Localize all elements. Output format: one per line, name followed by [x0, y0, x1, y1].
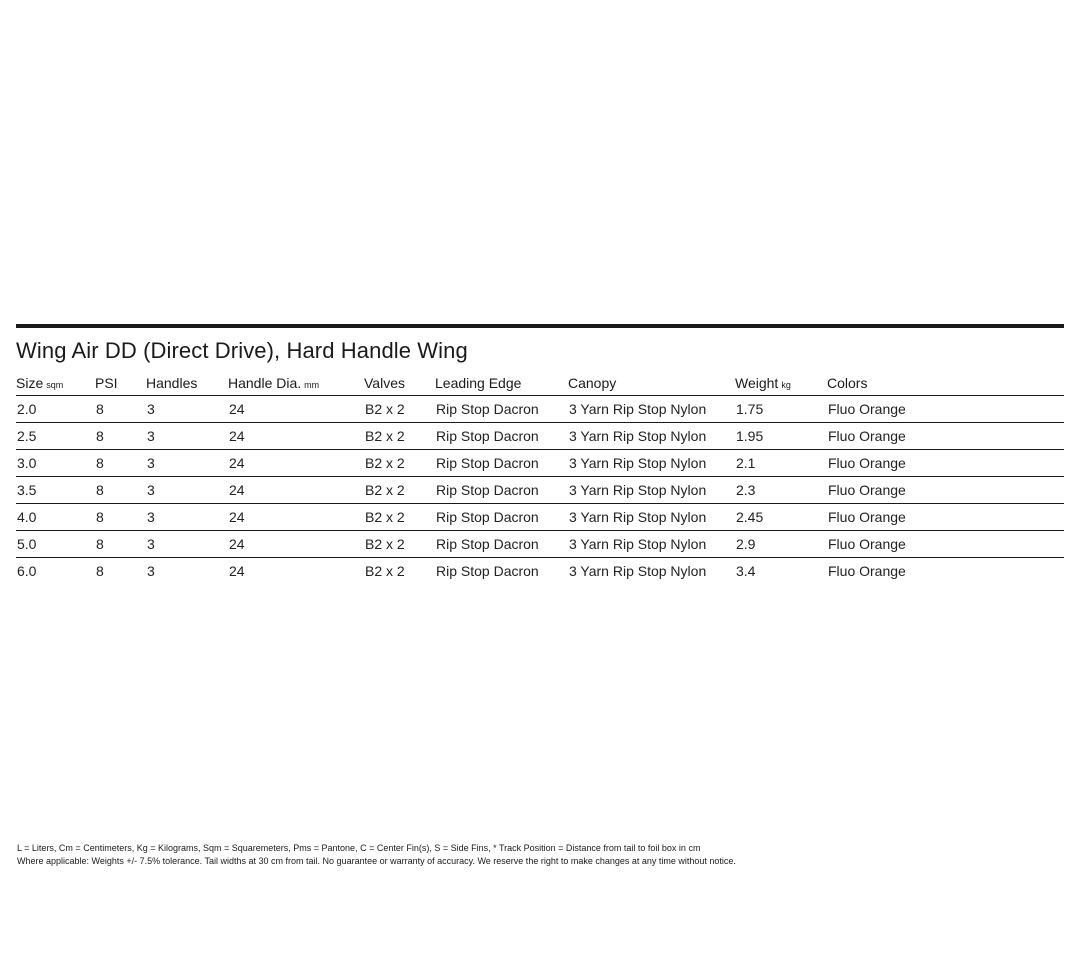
footnotes	[17, 842, 736, 868]
table-cell: 2.5	[16, 423, 95, 450]
table-cell: 24	[228, 531, 364, 558]
table-cell: 2.3	[735, 477, 827, 504]
table-row	[16, 504, 1064, 531]
column-header: Valves	[364, 371, 435, 396]
column-header: Weight kg	[735, 371, 827, 396]
table-cell: 3	[147, 563, 155, 579]
table-cell: Fluo Orange	[827, 450, 1064, 477]
table-cell: 3	[146, 396, 228, 423]
table-cell: 3 Yarn Rip Stop Nylon	[568, 504, 735, 531]
table-cell: 24	[228, 423, 364, 450]
table-row	[16, 396, 1064, 423]
table-cell: B2 x 2	[364, 396, 435, 423]
spec-table	[16, 371, 1064, 584]
table-cell: 8	[95, 396, 146, 423]
table-cell: Fluo Orange	[828, 563, 906, 579]
table-cell: B2 x 2	[364, 477, 435, 504]
table-cell: 8	[95, 477, 146, 504]
column-header: Size sqm	[16, 371, 95, 396]
table-cell: B2 x 2	[365, 563, 405, 579]
table-cell: 8	[96, 563, 104, 579]
table-cell: Fluo Orange	[827, 477, 1064, 504]
table-cell: 2.9	[735, 531, 827, 558]
table-cell: 24	[228, 450, 364, 477]
table-cell: 5.0	[16, 531, 95, 558]
table-cell: 3 Yarn Rip Stop Nylon	[568, 531, 735, 558]
column-header: Handle Dia. mm	[228, 371, 364, 396]
table-cell: 3.0	[16, 450, 95, 477]
table-cell: B2 x 2	[364, 504, 435, 531]
table-cell: 3	[146, 477, 228, 504]
table-cell: B2 x 2	[364, 450, 435, 477]
table-cell: 8	[95, 531, 146, 558]
table-cell: 24	[229, 563, 245, 579]
table-cell: 3	[146, 504, 228, 531]
table-cell: 2.1	[735, 450, 827, 477]
table-cell: 2.45	[735, 504, 827, 531]
table-cell: Fluo Orange	[827, 504, 1064, 531]
table-cell: B2 x 2	[364, 531, 435, 558]
table-cell: 3 Yarn Rip Stop Nylon	[569, 563, 707, 579]
header-row	[16, 371, 1064, 396]
table-cell: Rip Stop Dacron	[435, 531, 568, 558]
table-cell: 1.95	[735, 423, 827, 450]
table-cell: 3 Yarn Rip Stop Nylon	[568, 477, 735, 504]
table-cell: B2 x 2	[364, 423, 435, 450]
top-rule	[16, 324, 1064, 328]
table-cell: Rip Stop Dacron	[435, 423, 568, 450]
table-cell: Fluo Orange	[827, 396, 1064, 423]
column-header: Leading Edge	[435, 371, 568, 396]
table-cell: 24	[228, 396, 364, 423]
table-cell: 8	[95, 423, 146, 450]
table-cell: 3 Yarn Rip Stop Nylon	[568, 450, 735, 477]
table-cell: 6.0	[17, 563, 37, 579]
table-cell: 3 Yarn Rip Stop Nylon	[568, 423, 735, 450]
column-header: PSI	[95, 371, 146, 396]
table-cell: Rip Stop Dacron	[435, 396, 568, 423]
table-row	[16, 423, 1064, 450]
table-cell: Rip Stop Dacron	[435, 504, 568, 531]
table-cell: 3	[146, 531, 228, 558]
table-cell: 3 Yarn Rip Stop Nylon	[568, 396, 735, 423]
product-title: Wing Air DD (Direct Drive), Hard Handle Wing	[16, 338, 468, 363]
table-cell: 24	[228, 504, 364, 531]
spec-table-body	[16, 396, 1064, 585]
table-cell: 4.0	[16, 504, 95, 531]
table-cell: 8	[95, 450, 146, 477]
spec-sheet	[16, 324, 1064, 584]
footnote-disclaimer: Where applicable: Weights +/- 7.5% tolerance. Tail widths at 30 cm from tail. No guarantee or warranty of accuracy. We reserve the right to make changes at any time without notice.	[17, 856, 736, 866]
table-cell: 24	[228, 477, 364, 504]
table-row	[16, 477, 1064, 504]
table-cell: Rip Stop Dacron	[435, 477, 568, 504]
table-cell: 3	[146, 423, 228, 450]
table-cell: 8	[95, 504, 146, 531]
table-cell: 3.4	[736, 563, 756, 579]
table-cell: 1.75	[735, 396, 827, 423]
table-cell: 2.0	[16, 396, 95, 423]
table-cell: 3.5	[16, 477, 95, 504]
column-header: Colors	[827, 371, 1064, 396]
table-cell: 3	[146, 450, 228, 477]
table-row	[16, 531, 1064, 558]
table-cell: Fluo Orange	[827, 531, 1064, 558]
footnote-legend: L = Liters, Cm = Centimeters, Kg = Kilograms, Sqm = Squaremeters, Pms = Pantone, C = Center Fin(s), S = Side Fins, * Track Position = Distance from tail to foil box in cm	[17, 843, 701, 853]
table-row	[16, 558, 1064, 585]
column-header: Handles	[146, 371, 228, 396]
table-row	[16, 450, 1064, 477]
table-cell: Rip Stop Dacron	[435, 450, 568, 477]
table-cell: Fluo Orange	[827, 423, 1064, 450]
table-cell: Rip Stop Dacron	[436, 563, 539, 579]
column-header: Canopy	[568, 371, 735, 396]
